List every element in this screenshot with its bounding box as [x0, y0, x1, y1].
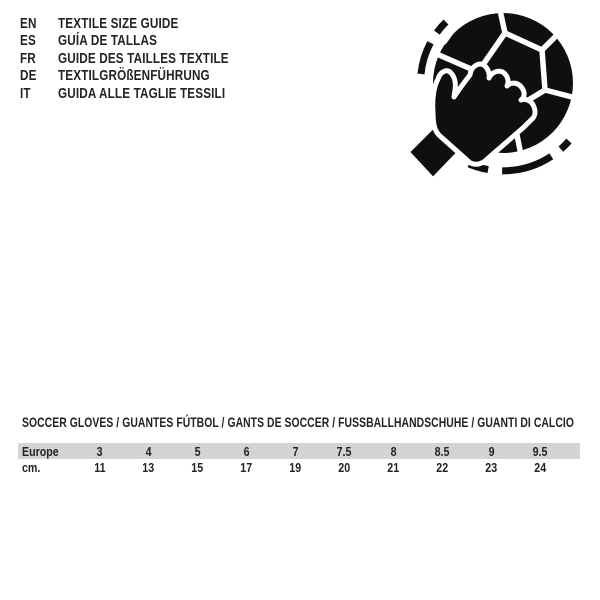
size-cell: 8.5	[435, 443, 450, 459]
language-row-it	[20, 85, 277, 102]
size-cell: 24	[534, 460, 547, 475]
language-label: GUIDE DES TAILLES TEXTILE	[58, 49, 229, 67]
size-table	[18, 443, 580, 476]
size-cell: 17	[240, 460, 253, 475]
row-header-europe: Europe	[22, 443, 59, 459]
size-cell: 19	[289, 460, 302, 475]
language-code: ES	[20, 32, 36, 50]
size-cell: 7.5	[337, 443, 352, 459]
table-row-cm	[18, 459, 580, 476]
language-code: DE	[20, 67, 37, 85]
language-row-fr	[20, 50, 277, 67]
size-cell: 9	[488, 443, 495, 459]
language-row-es	[20, 32, 277, 49]
language-row-en	[20, 15, 277, 32]
size-cell: 21	[387, 460, 400, 475]
size-cell: 9.5	[533, 443, 548, 459]
goalkeeper-glove-ball-icon	[407, 0, 597, 195]
size-cell: 6	[243, 443, 250, 459]
size-cell: 22	[436, 460, 449, 475]
size-cell: 4	[145, 443, 152, 459]
size-cell: 3	[96, 443, 103, 459]
size-chart-title: SOCCER GLOVES / GUANTES FÚTBOL / GANTS DE SOCCER / FUSSBALLHANDSCHUHE / GUANTI DI CALCIO	[22, 414, 574, 430]
language-code: EN	[20, 15, 37, 32]
size-cell: 7	[292, 443, 299, 459]
language-list	[20, 15, 277, 102]
language-code: IT	[20, 84, 31, 102]
size-cell: 23	[485, 460, 498, 475]
language-code: FR	[20, 49, 36, 67]
language-label: TEXTILGRÖßENFÜHRUNG	[58, 67, 210, 85]
goalkeeper-glove-ball-svg	[407, 0, 597, 195]
language-row-de	[20, 67, 277, 84]
table-row-europe	[18, 443, 580, 459]
language-label: GUIDA ALLE TAGLIE TESSILI	[58, 84, 226, 102]
size-cell: 15	[191, 460, 204, 475]
size-cell: 20	[338, 460, 351, 475]
language-label: TEXTILE SIZE GUIDE	[58, 15, 179, 32]
language-label: GUÍA DE TALLAS	[58, 32, 158, 50]
size-cell: 13	[142, 460, 155, 475]
size-cell: 5	[194, 443, 201, 459]
row-header-cm: cm.	[22, 460, 41, 475]
size-cell: 8	[390, 443, 397, 459]
size-cell: 11	[93, 460, 106, 475]
